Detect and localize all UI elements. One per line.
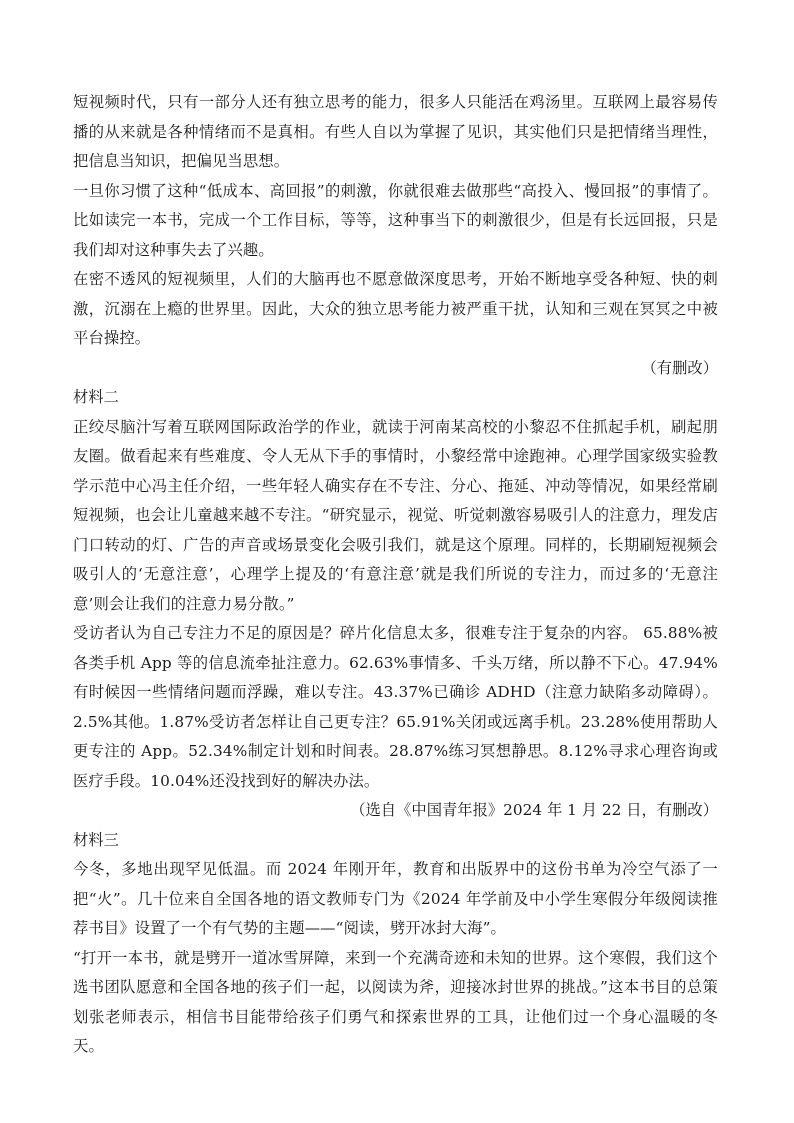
paragraph: 短视频时代，只有一部分人还有独立思考的能力，很多人只能活在鸡汤里。互联网上最容易传播的从来就是各种情绪而不是真相。有些人自以为掌握了见识，其实他们只是把情绪当理性，把信息当知识，把偏见当思想。 (73, 93, 718, 170)
section-heading: 材料二 (73, 388, 119, 406)
document-page (73, 88, 718, 1062)
paragraph: 正绞尽脑汁写着互联网国际政治学的作业，就读于河南某高校的小黎忍不住抓起手机，刷起朋友圈。做看起来有些难度、令人无从下手的事情时，小黎经常中途跑神。心理学国家级实验教学示范中心冯主任介绍，一些年轻人确实存在不专注、分心、拖延、冲动等情况，如果经常刷短视频，也会让儿童越来越不专注。“研究显示，视觉、听觉刺激容易吸引人的注意力，理发店门口转动的灯、广告的声音或场景变化会吸引我们，就是这个原理。同样的，长期刷短视频会吸引人的‘无意注意’，心理学上提及的‘有意注意’就是我们所说的专注力，而过多的‘无意注意’则会让我们的注意力易分散。” (73, 417, 718, 613)
paragraph: 在密不透风的短视频里，人们的大脑再也不愿意做深度思考，开始不断地享受各种短、快的刺激，沉溺在上瘾的世界里。因此，大众的独立思考能力被严重干扰，认知和三观在冥冥之中被平台操控。 (73, 270, 718, 347)
source-note: （有删改） (641, 358, 718, 377)
paragraph: 受访者认为自己专注力不足的原因是？碎片化信息太多，很难专注于复杂的内容。 65.88%被各类手机 App 等的信息流牵扯注意力。62.63%事情多、千头万绪，所以静不下心。47.94%有时候因一些情绪问题而浮躁，难以专注。43.37%已确诊 ADHD（注意力缺陷多动障碍）。2.5%其他。1.87%受访者怎样让自己更专注？65.91%关闭或远离手机。23.28%使用帮助人更专注的 App。52.34%制定计划和时间表。28.87%练习冥想静思。8.12%寻求心理咨询或医疗手段。10.04%还没找到好的解决办法。 (73, 624, 718, 790)
paragraph: 一旦你习惯了这种“低成本、高回报”的刺激，你就很难去做那些“高投入、慢回报”的事情了。比如读完一本书，完成一个工作目标，等等，这种事当下的刺激很少，但是有长远回报，只是我们却对这种事失去了兴趣。 (73, 181, 718, 259)
section-heading: 材料三 (73, 830, 119, 849)
paragraph: 今冬，多地出现罕见低温。而 2024 年刚开年，教育和出版界中的这份书单为冷空气添了一把“火”。几十位来自全国各地的语文教师专门为《2024 年学前及中小学生寒假分年级阅读推荐书目》设置了一个有气势的主题——“阅读，劈开冰封大海”。 (73, 860, 718, 937)
source-note: （选自《中国青年报》2024 年 1 月 22 日，有删改） (350, 801, 718, 819)
paragraph: “打开一本书，就是劈开一道冰雪屏障，来到一个充满奇迹和未知的世界。这个寒假，我们这个选书团队愿意和全国各地的孩子们一起，以阅读为斧，迎接冰封世界的挑战。”这本书目的总策划张老师表示，相信书目能带给孩子们勇气和探索世界的工具，让他们过一个身心温暖的冬天。 (73, 948, 718, 1055)
